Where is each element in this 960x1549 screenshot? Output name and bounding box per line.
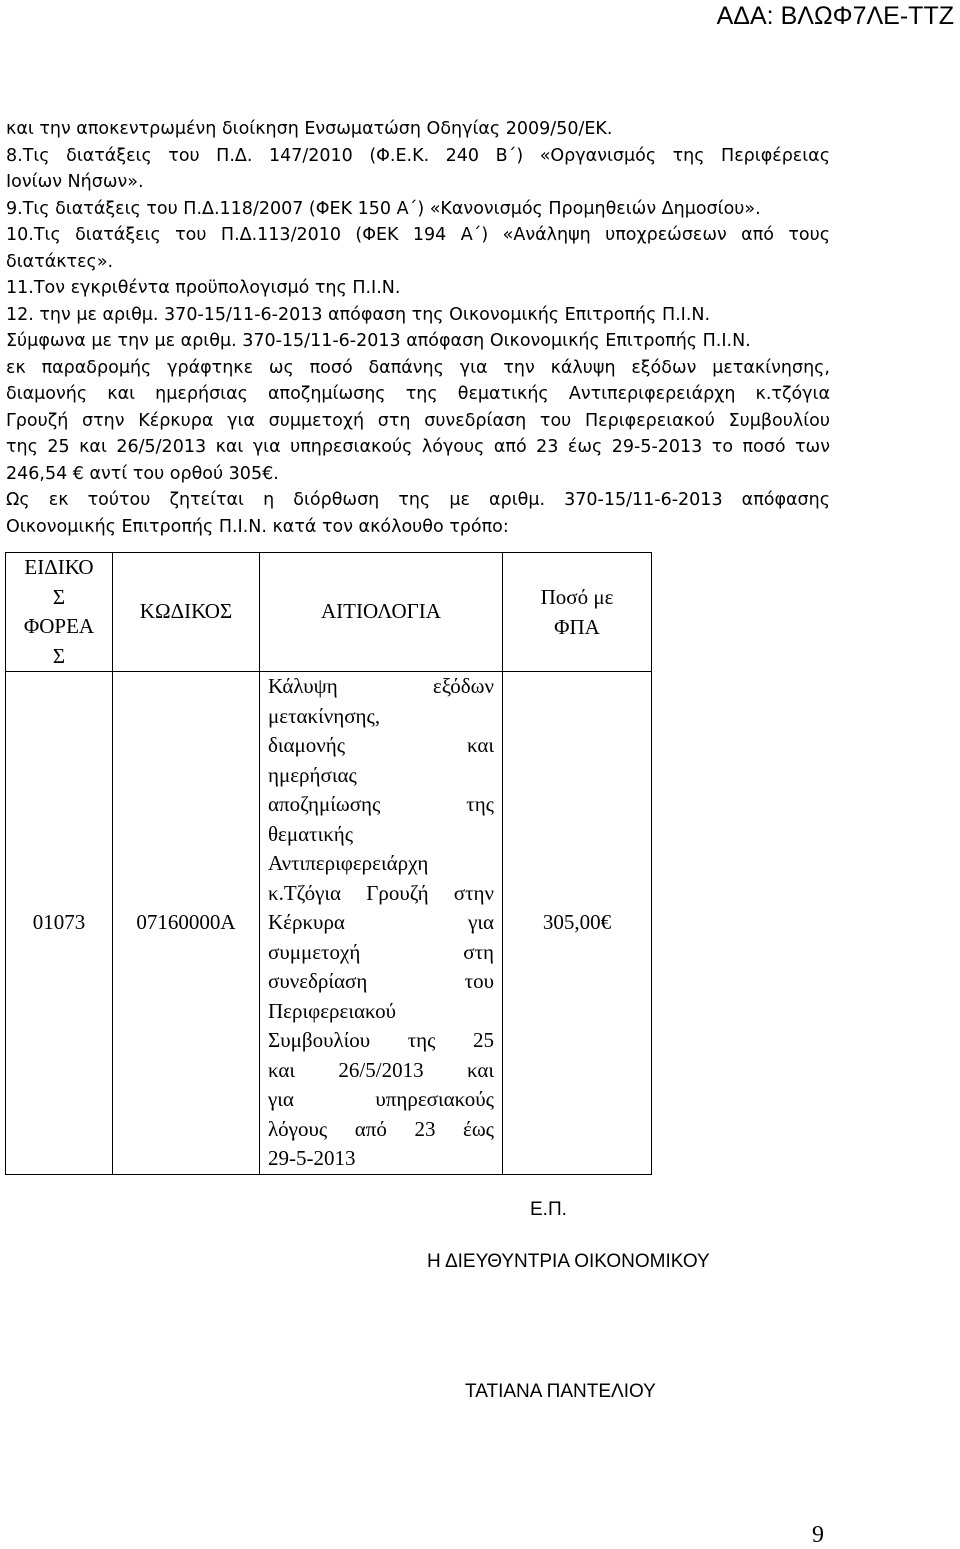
header-line: ΕΙΔΙΚΟ	[24, 555, 94, 579]
aitiologia-line: συμμετοχή στη	[268, 939, 494, 964]
cell-aitiologia	[260, 672, 503, 1175]
header-text: ΑΙΤΙΟΛΟΓΙΑ	[321, 599, 441, 624]
aitiologia-line: ημερήσιας	[268, 762, 357, 787]
ada-code: ΑΔΑ: ΒΛΩΦ7ΛΕ-ΤΤΖ	[716, 2, 954, 30]
table-header-row	[6, 553, 652, 672]
header-poso	[503, 553, 652, 672]
header-aitiologia	[260, 553, 503, 672]
aitiologia-line: συνεδρίαση του	[268, 969, 494, 993]
cell-kodikos	[113, 672, 260, 1175]
page-number: 9	[812, 1522, 824, 1548]
body-line: 9.Τις διατάξεις του Π.Δ.118/2007 (ΦΕΚ 150 Α΄) «Κανονισμός Προμηθειών Δημοσίου».	[6, 198, 761, 219]
aitiologia-line: θεματικής	[268, 821, 354, 846]
signature-name: ΤΑΤΙΑΝΑ ΠΑΝΤΕΛΙΟΥ	[465, 1381, 656, 1402]
header-foreas	[6, 553, 113, 672]
aitiologia-line: για υπηρεσιακούς	[268, 1087, 494, 1111]
aitiologia-line: κ.Τζόγια Γρουζή στην	[268, 880, 494, 905]
body-line: Σύμφωνα με την με αριθμ. 370-15/11-6-2013 απόφαση Οικονομικής Επιτροπής Π.Ι.Ν.	[6, 331, 751, 351]
body-line: της 25 και 26/5/2013 και για υπηρεσιακούς λόγους από 23 έως 29-5-2013 το ποσό των	[6, 437, 830, 457]
header-line: Σ	[52, 643, 66, 668]
cell-text: 07160000Α	[136, 910, 236, 934]
table-row	[6, 672, 652, 1175]
signature-title: Η ΔΙΕΥΘΥΝΤΡΙΑ ΟΙΚΟΝΟΜΙΚΟΥ	[427, 1251, 710, 1272]
aitiologia-line: 29-5-2013	[268, 1146, 356, 1170]
body-line: 8.Τις διατάξεις του Π.Δ. 147/2010 (Φ.Ε.Κ. 240 Β΄) «Οργανισμός της Περιφέρειας	[6, 145, 830, 166]
body-line: 10.Τις διατάξεις του Π.Δ.113/2010 (ΦΕΚ 194 Α΄) «Ανάληψη υποχρεώσεων από τους	[6, 225, 830, 245]
body-text	[6, 116, 830, 540]
body-line: διατάκτες».	[6, 251, 114, 272]
expense-table	[5, 552, 652, 1175]
aitiologia-line: λόγους από 23 έως	[268, 1116, 494, 1141]
aitiologia-line: Συμβουλίου της 25	[268, 1028, 494, 1052]
aitiologia-line: και 26/5/2013 και	[268, 1057, 494, 1082]
header-line: ΦΠΑ	[554, 614, 600, 639]
aitiologia-line: αποζημίωσης της	[268, 792, 494, 816]
aitiologia-line: Κέρκυρα για	[268, 910, 494, 934]
header-line: Ποσό με	[540, 585, 614, 609]
body-line: εκ παραδρομής γράφτηκε ως ποσό δαπάνης για την κάλυψη εξόδων μετακίνησης,	[6, 357, 830, 378]
aitiologia-line: Κάλυψη εξόδων	[268, 674, 494, 698]
header-line: Σ	[52, 584, 66, 609]
header-line: ΦΟΡΕΑ	[23, 614, 95, 638]
body-line: Ως εκ τούτου ζητείται η διόρθωση της με αριθμ. 370-15/11-6-2013 απόφασης	[6, 490, 830, 510]
body-line: Ιονίων Νήσων».	[6, 172, 144, 192]
body-line: 12. την με αριθμ. 370-15/11-6-2013 απόφαση της Οικονομικής Επιτροπής Π.Ι.Ν.	[6, 304, 711, 325]
body-line: 246,54 € αντί του ορθού 305€.	[6, 463, 279, 484]
cell-text: 305,00€	[542, 910, 612, 934]
cell-foreas	[6, 672, 113, 1175]
body-line: 11.Τον εγκριθέντα προϋπολογισμό της Π.Ι.Ν.	[6, 278, 401, 298]
header-text: ΚΩΔΙΚΟΣ	[139, 599, 233, 624]
signature-ep: Ε.Π.	[530, 1199, 567, 1220]
body-line: Οικονομικής Επιτροπής Π.Ι.Ν. κατά τον ακόλουθο τρόπο:	[6, 516, 509, 537]
body-line: Γρουζή στην Κέρκυρα για συμμετοχή στη συνεδρίαση του Περιφερειακού Συμβουλίου	[6, 410, 830, 431]
aitiologia-line: Περιφερειακού	[268, 998, 397, 1023]
cell-text: 01073	[32, 910, 86, 934]
body-line: και την αποκεντρωμένη διοίκηση Ενσωματώση Οδηγίας 2009/50/ΕΚ.	[6, 119, 613, 139]
aitiologia-line: μετακίνησης,	[268, 703, 381, 728]
aitiologia-line: Αντιπεριφερειάρχη	[268, 851, 429, 875]
header-kodikos	[113, 553, 260, 672]
aitiologia-line: διαμονής και	[268, 733, 494, 757]
cell-poso	[503, 672, 652, 1175]
body-line: διαμονής και ημερήσιας αποζημίωσης της θεματικής Αντιπεριφερειάρχη κ.τζόγια	[6, 384, 830, 404]
